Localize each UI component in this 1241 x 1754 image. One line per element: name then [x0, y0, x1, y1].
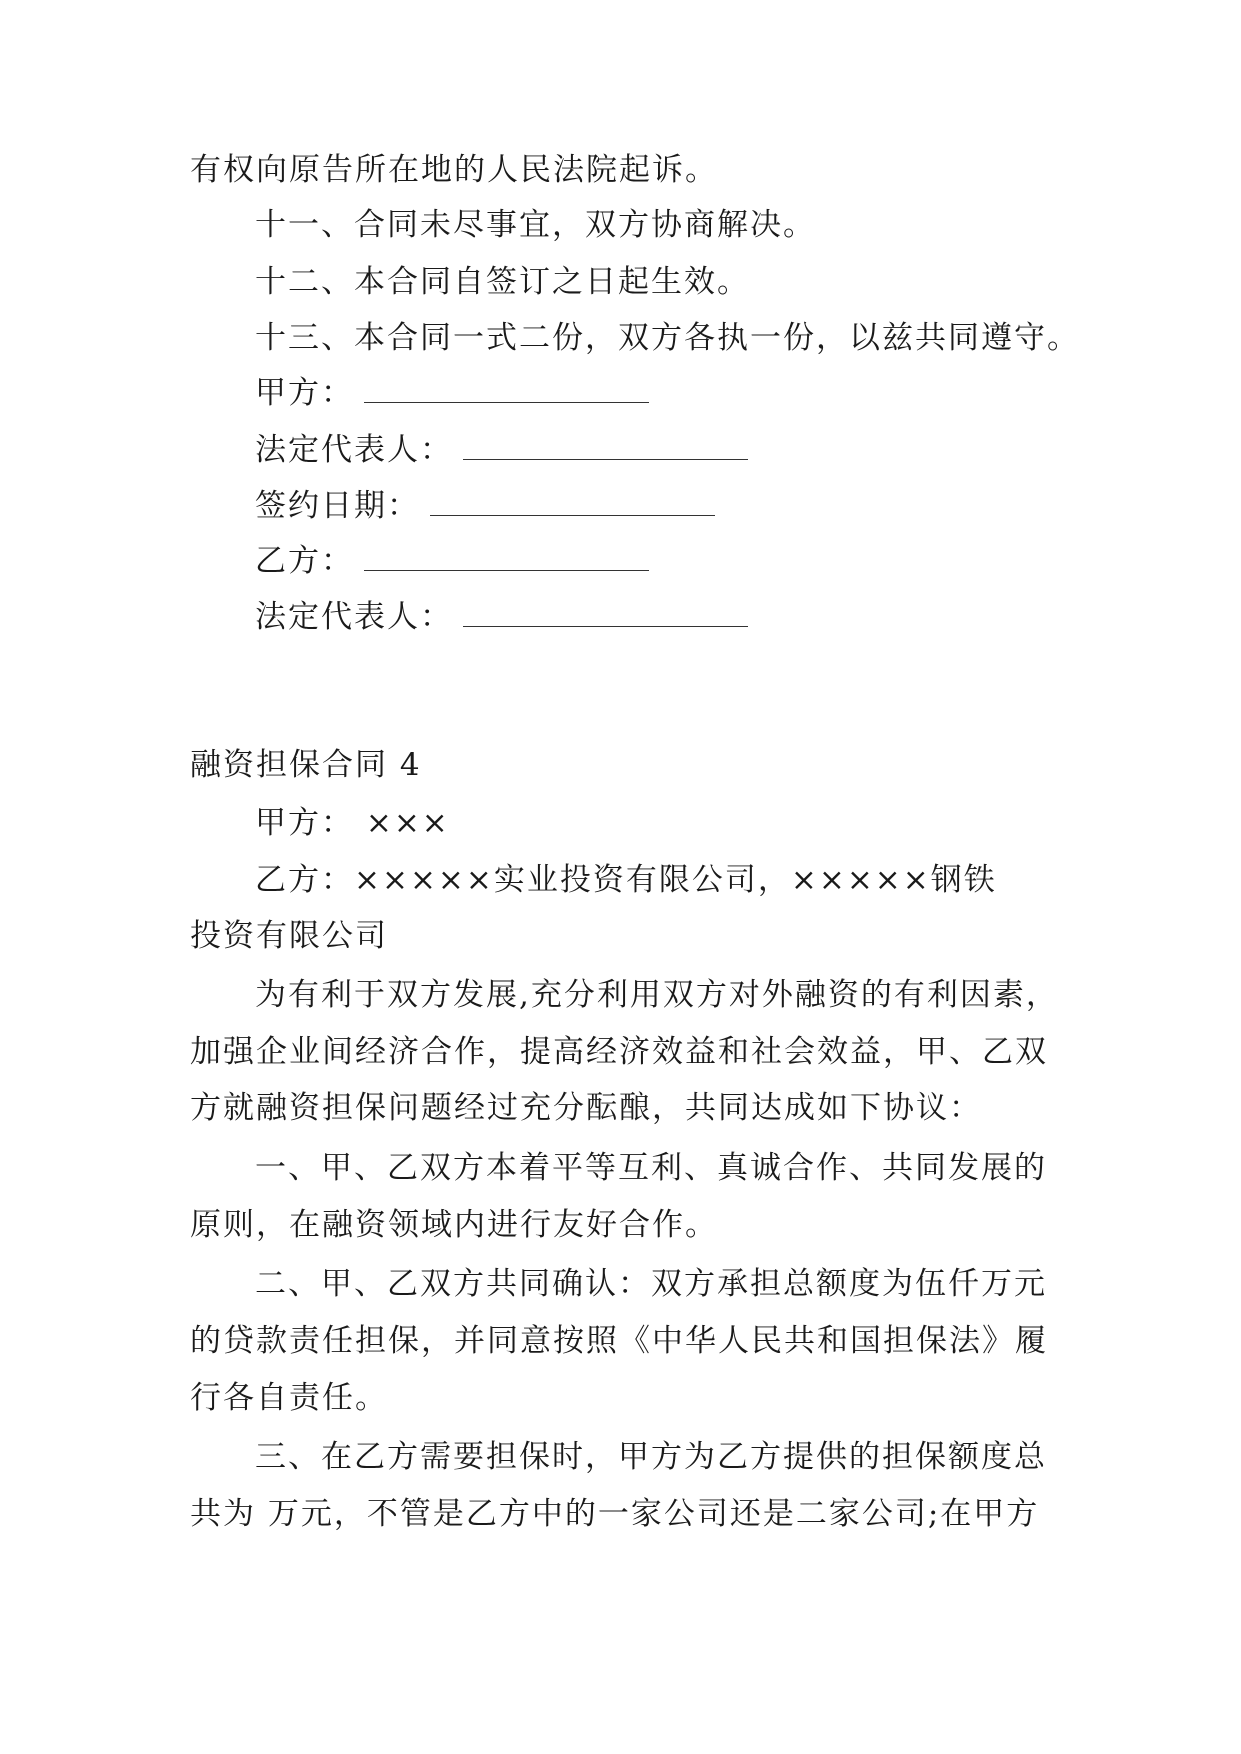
preamble-line-1: 为有利于双方发展,充分利用双方对外融资的有利因素， [255, 977, 1059, 1013]
contract-party-a: 甲方： ××× [255, 805, 450, 841]
sign-date-label: 签约日期： [255, 488, 420, 524]
legal-rep-label-2: 法定代表人： [255, 599, 453, 635]
clause-12: 十二、本合同自签订之日起生效。 [255, 264, 750, 300]
contract-party-b-line-1: 乙方：×××××实业投资有限公司，×××××钢铁 [255, 862, 997, 898]
article-2-line-3: 行各自责任。 [190, 1380, 388, 1416]
party-a-signature-line [255, 373, 649, 413]
article-3-line-2: 共为 万元，不管是乙方中的一家公司还是二家公司;在甲方 [190, 1496, 1040, 1532]
article-3-line-1: 三、在乙方需要担保时，甲方为乙方提供的担保额度总 [255, 1439, 1047, 1475]
clause-13: 十三、本合同一式二份，双方各执一份，以兹共同遵守。 [255, 320, 1080, 356]
intro-tail-line: 有权向原告所在地的人民法院起诉。 [190, 152, 718, 188]
party-b-signature-line [255, 541, 649, 581]
contract-title: 融资担保合同 4 [190, 747, 422, 783]
preamble-line-2: 加强企业间经济合作，提高经济效益和社会效益，甲、乙双 [190, 1034, 1048, 1070]
preamble-line-3: 方就融资担保问题经过充分酝酿，共同达成如下协议： [190, 1090, 982, 1126]
article-1-line-2: 原则，在融资领域内进行友好合作。 [190, 1207, 718, 1243]
sign-date-blank [430, 489, 715, 516]
party-b-label: 乙方： [255, 543, 354, 579]
article-2-line-2: 的贷款责任担保，并同意按照《中华人民共和国担保法》履 [190, 1323, 1048, 1359]
clause-11: 十一、合同未尽事宜，双方协商解决。 [255, 207, 816, 243]
legal-rep-blank-1 [463, 433, 748, 460]
party-a-blank [364, 376, 649, 403]
legal-rep-label-1: 法定代表人： [255, 432, 453, 468]
sign-date-line [255, 486, 715, 526]
contract-party-b-line-2: 投资有限公司 [190, 918, 388, 954]
party-b-blank [364, 544, 649, 571]
legal-rep-blank-2 [463, 600, 748, 627]
article-2-line-1: 二、甲、乙双方共同确认：双方承担总额度为伍仟万元 [255, 1266, 1047, 1302]
legal-rep-signature-line-1 [255, 430, 748, 470]
legal-rep-signature-line-2 [255, 597, 748, 637]
party-a-label: 甲方： [255, 375, 354, 411]
article-1-line-1: 一、甲、乙双方本着平等互利、真诚合作、共同发展的 [255, 1150, 1047, 1186]
